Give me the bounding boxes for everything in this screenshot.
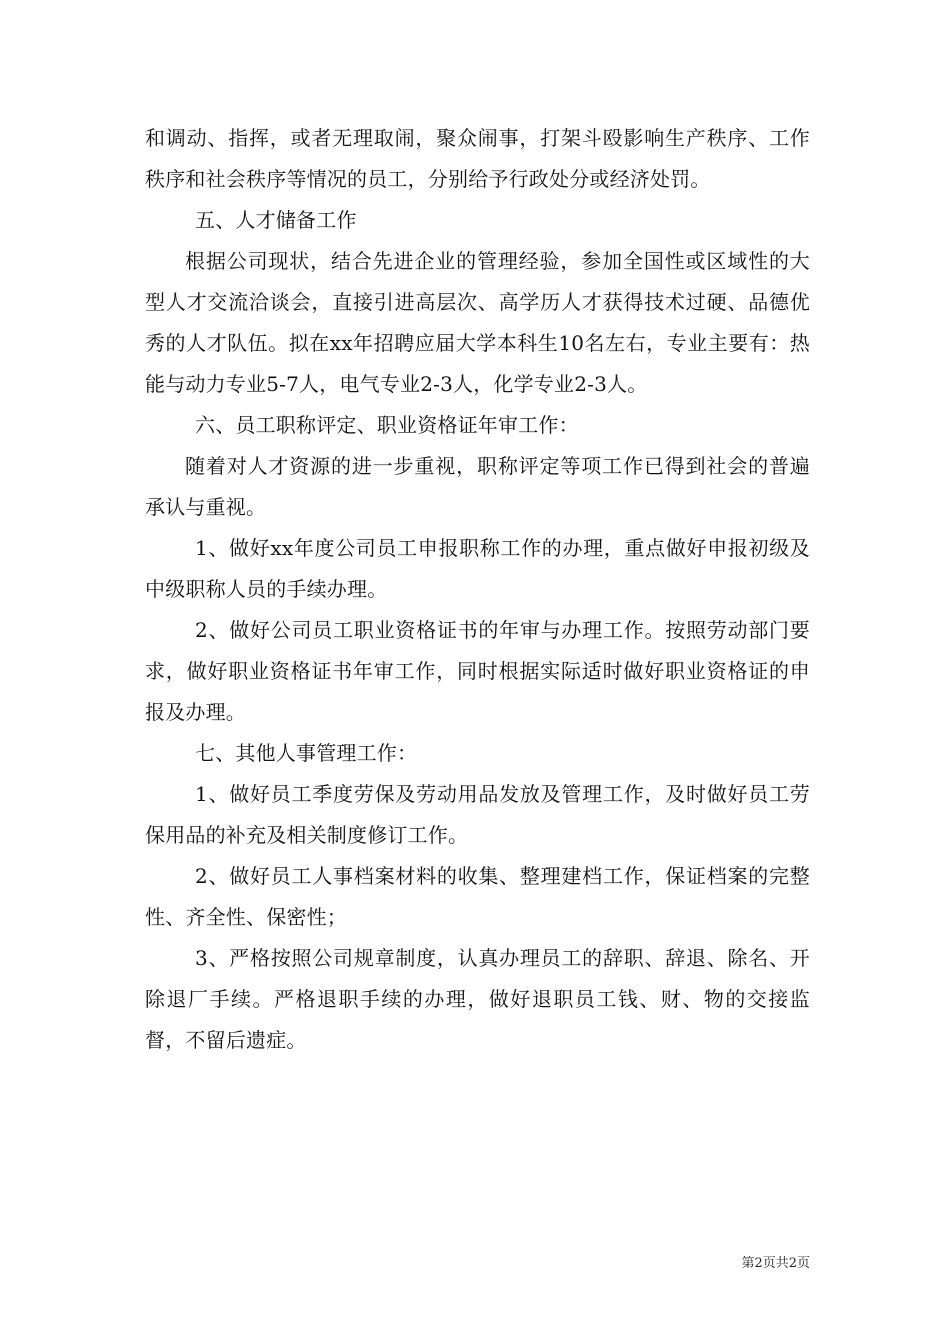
document-body [145, 118, 810, 1061]
paragraph-talent-reserve: 根据公司现状，结合先进企业的管理经验，参加全国性或区域性的大型人才交流洽谈会，直接引进高层次、高学历人才获得技术过硬、品德优秀的人才队伍。拟在xx年招聘应届大学本科生10名左右，专业主要有：热能与动力专业5-7人，电气专业2-3人，化学专业2-3人。 [145, 249, 810, 396]
section-heading-other-hr: 七、其他人事管理工作： [195, 741, 418, 765]
list-item-title-application: 1、做好xx年度公司员工申报职称工作的办理，重点做好申报初级及中级职称人员的手续办理。 [145, 536, 810, 601]
list-item-resignation-procedures: 3、严格按照公司规章制度，认真办理员工的辞职、辞退、除名、开除退厂手续。严格退职手续的办理，做好退职员工钱、财、物的交接监督，不留后遗症。 [145, 946, 810, 1052]
section-heading-talent-reserve: 五、人才储备工作 [195, 208, 357, 232]
page-number: 第2页共2页 [741, 1256, 810, 1271]
section-heading-title-evaluation: 六、员工职称评定、职业资格证年审工作： [195, 413, 579, 437]
paragraph-title-evaluation: 随着对人才资源的进一步重视，职称评定等项工作已得到社会的普遍承认与重视。 [145, 454, 810, 519]
list-item-certificate-review: 2、做好公司员工职业资格证书的年审与办理工作。按照劳动部门要求，做好职业资格证书年审工作，同时根据实际适时做好职业资格证的申报及办理。 [145, 618, 810, 724]
list-item-personnel-files: 2、做好员工人事档案材料的收集、整理建档工作，保证档案的完整性、齐全性、保密性； [145, 864, 810, 929]
paragraph-continuation: 和调动、指挥，或者无理取闹，聚众闹事，打架斗殴影响生产秩序、工作秩序和社会秩序等情况的员工，分别给予行政处分或经济处罚。 [145, 126, 810, 191]
list-item-labor-protection: 1、做好员工季度劳保及劳动用品发放及管理工作，及时做好员工劳保用品的补充及相关制度修订工作。 [145, 782, 810, 847]
